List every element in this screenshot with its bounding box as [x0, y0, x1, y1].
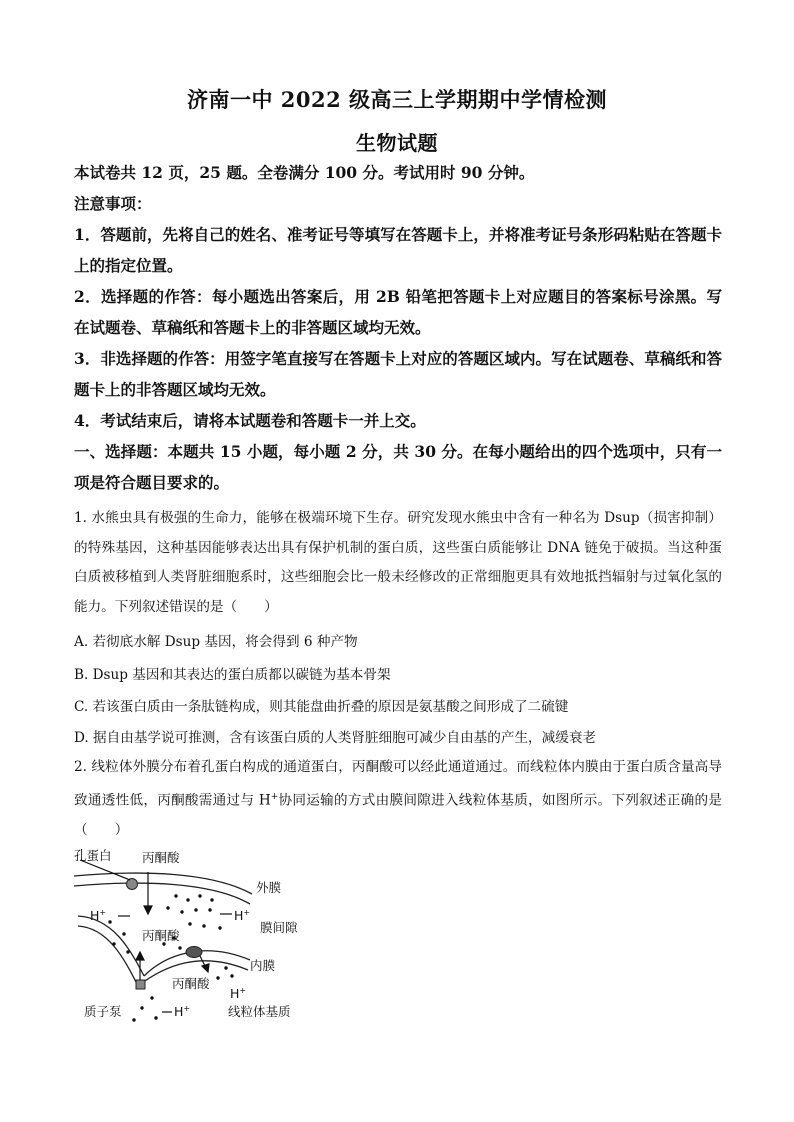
exam-info: 本试卷共 12 页，25 题。全卷满分 100 分。考试用时 90 分钟。 [74, 163, 535, 182]
label-pyruvate-bottom: 丙酮酸 [172, 976, 210, 991]
question-2-stem-part1: 2. 线粒体外膜分布着孔蛋白构成的通道蛋白，丙酮酸可以经此通道通过。而线粒体内膜由于蛋白质含量高导致通透性低，丙酮酸需通过与 H [74, 759, 722, 809]
label-proton-pump: 质子泵 [84, 1004, 122, 1019]
notice-item-1: 1．答题前，先将自己的姓名、准考证号等填写在答题卡上，并将准考证号条形码粘贴在答题卡上的指定位置。 [74, 225, 722, 275]
section-heading: 一、选择题：本题共 15 小题，每小题 2 分，共 30 分。在每小题给出的四个选项中，只有一项是符合题目要求的。 [74, 442, 722, 492]
mitochondria-diagram [72, 848, 312, 1028]
notice-item-2: 2．选择题的作答：每小题选出答案后，用 2B 铅笔把答题卡上对应题目的答案标号涂黑。写在试题卷、草稿纸和答题卡上的非答题区域均无效。 [74, 287, 722, 337]
label-inner-membrane: 内膜 [250, 958, 276, 973]
label-h-ion-right: H+ [234, 908, 251, 923]
label-matrix: 线粒体基质 [228, 1004, 291, 1019]
question-2-stem [74, 753, 722, 845]
notice-item-4: 4．考试结束后，请将本试题卷和答题卡一并上交。 [74, 411, 426, 430]
notice-item-3: 3．非选择题的作答：用签字笔直接写在答题卡上对应的答题区域内。写在试题卷、草稿纸和答题卡上的非答题区域均无效。 [74, 349, 722, 399]
label-pyruvate-mid: 丙酮酸 [142, 928, 180, 943]
label-h-ion-bottom: H+ [174, 1004, 191, 1019]
label-h-ion-left: H+ [90, 908, 107, 923]
carrier-protein [186, 947, 202, 958]
question-1-option-d: D. 据自由基学说可推测，含有该蛋白质的人类肾脏细胞可减少自由基的产生，减缓衰老 [74, 730, 597, 746]
question-1-stem: 1. 水熊虫具有极强的生命力，能够在极端环境下生存。研究发现水熊虫中含有一种名为 Dsup（损害抑制）的特殊基因，这种基因能够表达出具有保护机制的蛋白质，这些蛋白质能够让 DNA 链免于破损。当这种蛋白质被移植到人类肾脏细胞系时，这些细胞会比一般未经修改的正常细胞更具有效地抵挡辐射与过氧化氢的能力。下列叙述错误的是（ ） [74, 510, 722, 615]
label-h-ion-matrix: H+ [230, 986, 247, 1001]
exam-title: 济南一中 2022 级高三上学期期中学情检测 [186, 87, 608, 112]
label-intermembrane-space: 膜间隙 [260, 920, 298, 935]
exam-subtitle: 生物试题 [356, 131, 438, 155]
label-outer-membrane: 外膜 [256, 880, 282, 895]
porin-channel [127, 879, 138, 890]
question-1-option-a: A. 若彻底水解 Dsup 基因，将会得到 6 种产物 [74, 634, 358, 650]
label-porin: 孔蛋白 [74, 848, 112, 863]
proton-pump-shape [136, 980, 145, 989]
question-1-option-b: B. Dsup 基因和其表达的蛋白质都以碳链为基本骨架 [74, 667, 391, 683]
notice-heading: 注意事项： [74, 194, 152, 213]
question-2-stem-sup: + [270, 791, 279, 802]
label-pyruvate-top: 丙酮酸 [142, 850, 180, 865]
question-1-option-c: C. 若该蛋白质由一条肽链构成，则其能盘曲折叠的原因是氨基酸之间形成了二硫键 [74, 699, 569, 715]
question-2-stem-part2: 协同运输的方式由膜间隙进入线粒体基质，如图所示。下列叙述正确的是（ ） [74, 792, 722, 838]
